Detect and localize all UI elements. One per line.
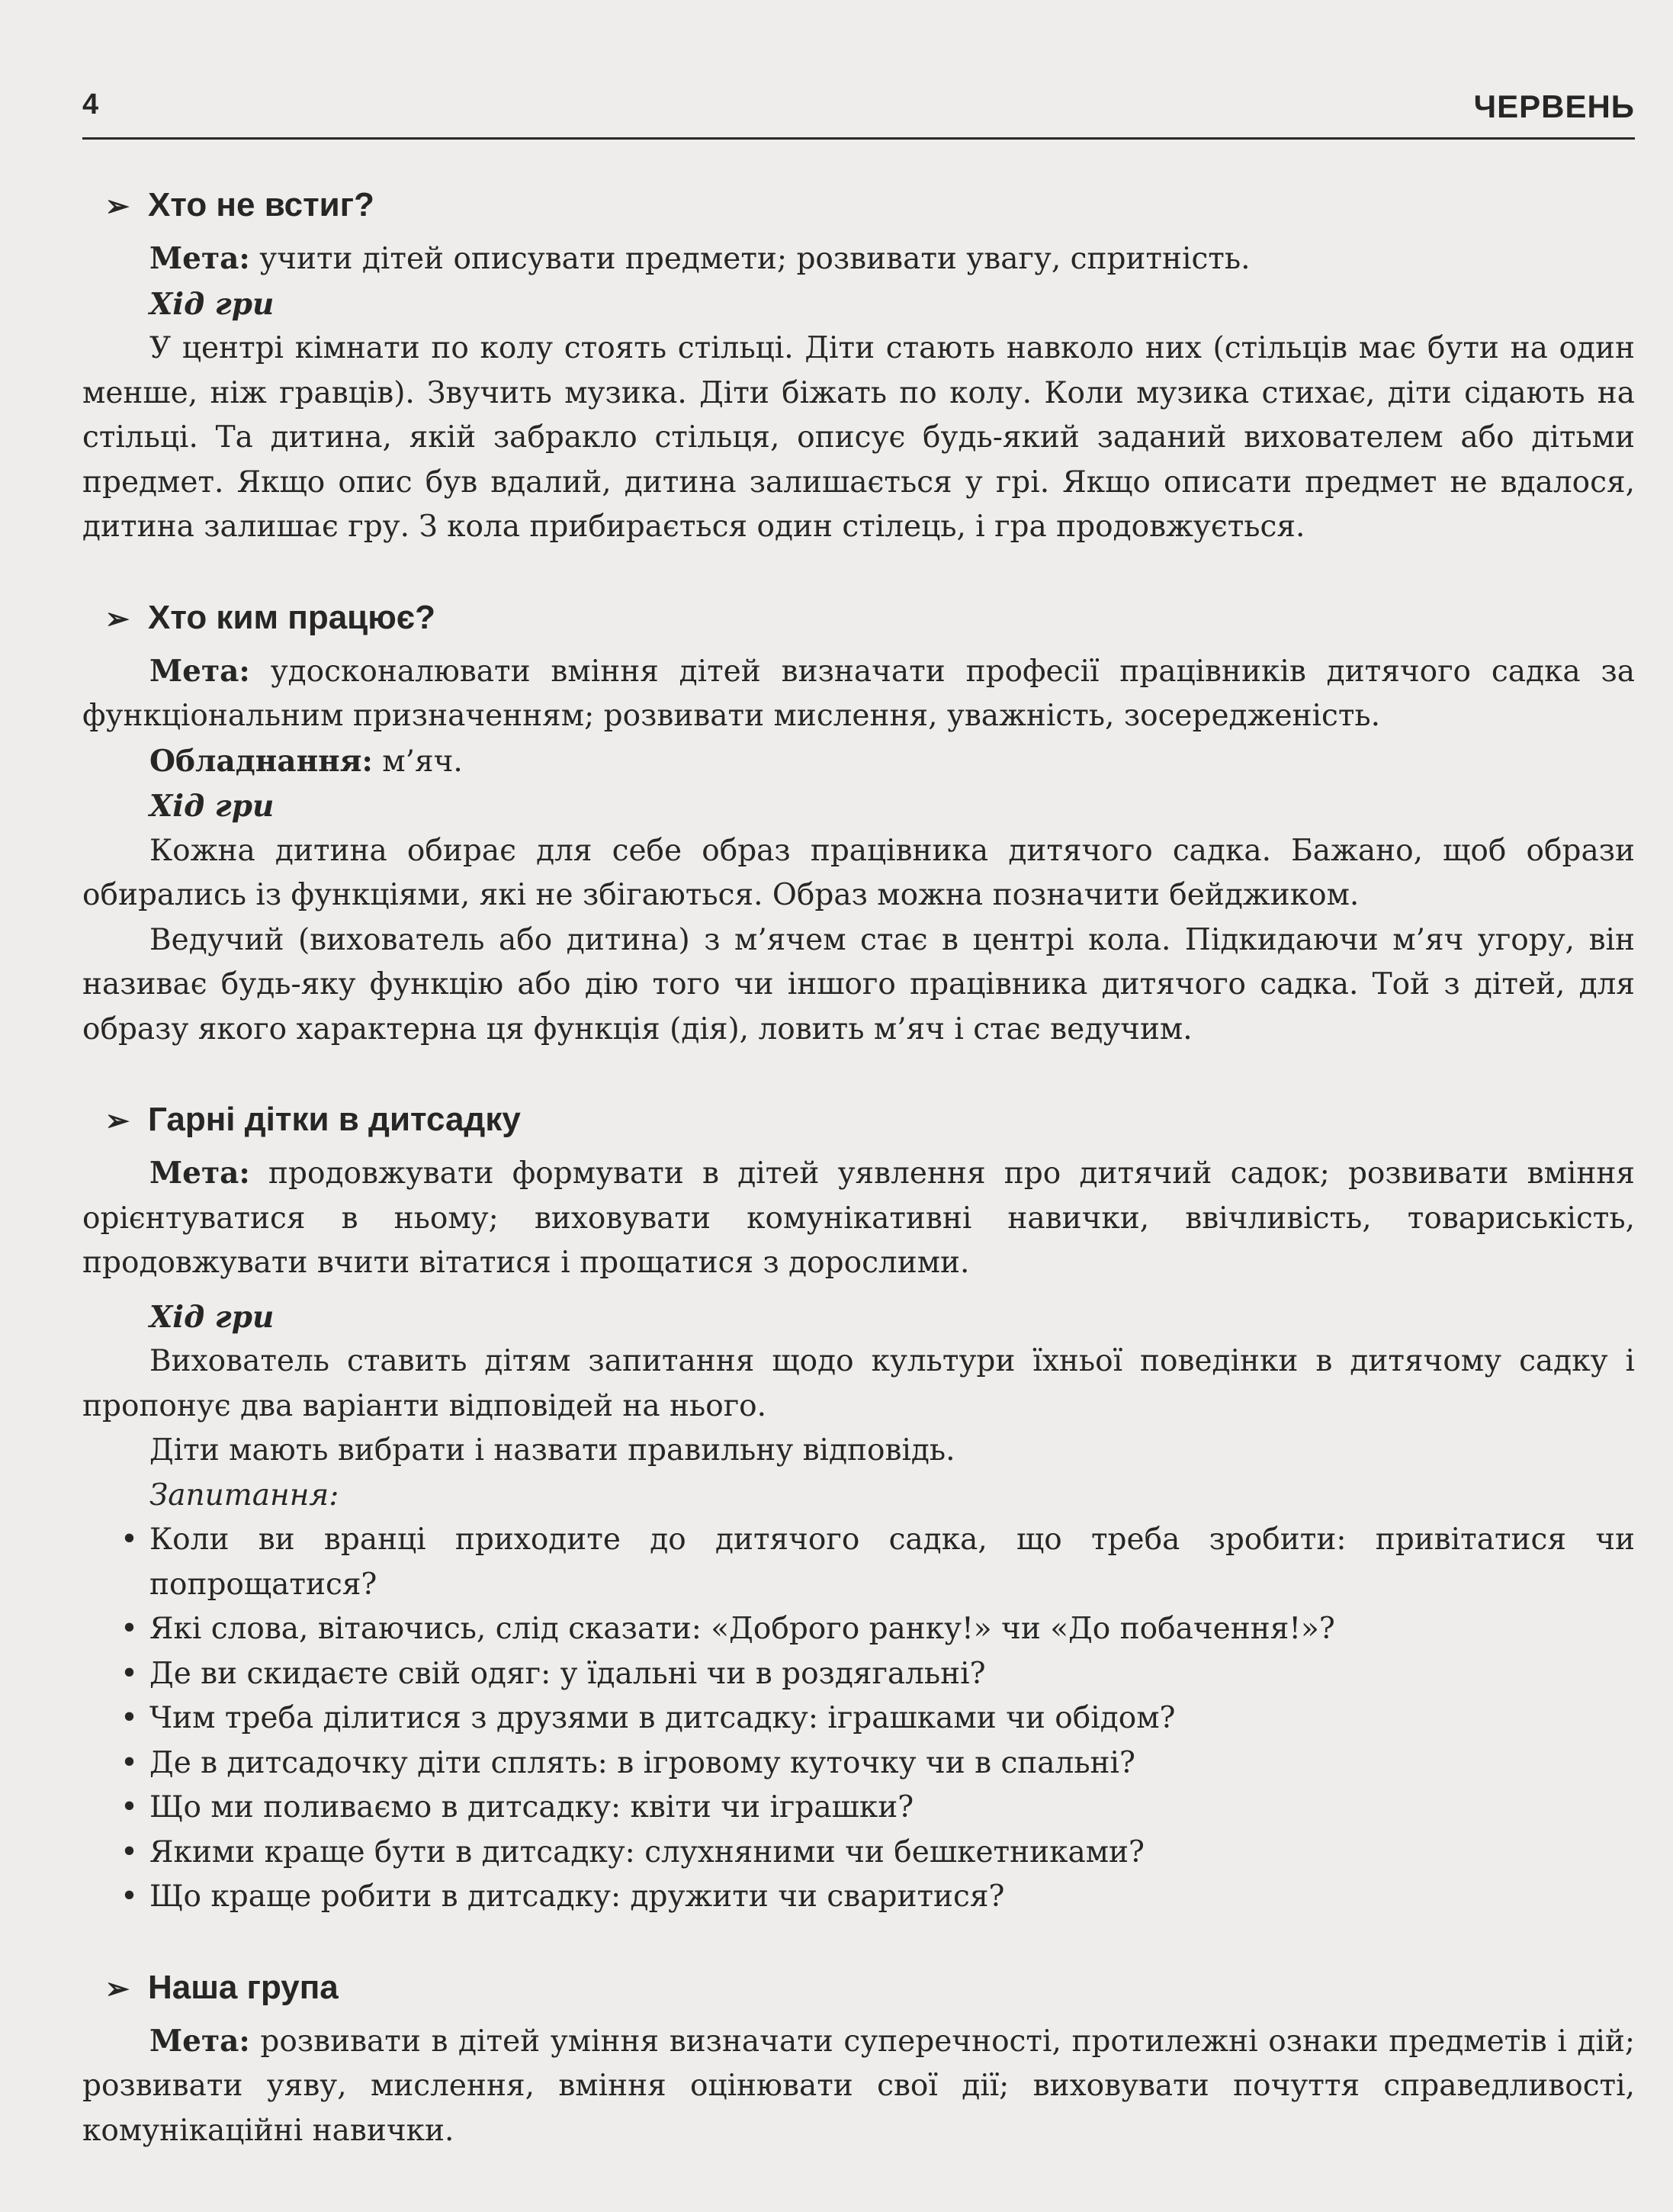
course-heading: Хід гри — [149, 1299, 275, 1335]
list-item: • Чим треба ділитися з друзями в дитсадку: іграшками чи обідом? — [149, 1696, 1635, 1741]
bullet-icon: • — [120, 1612, 139, 1646]
list-item: • Якими краще бути в дитсадку: слухняними чи бешкетниками? — [149, 1831, 1635, 1876]
body-paragraph: У центрі кімнати по колу стоять стільці. Діти стають навколо них (стільців має бути на один менше, ніж гравців). Звучить музика. Діти біжать по колу. Коли музика стихає, діти сідають на стільці. Та дитина, якій забракло стільця, описує будь-який заданий вихователем або дітьми предмет. Якщо опис був вдалий, дитина залишається у грі. Якщо описати предмет не вдалося, дитина залишає гру. З кола прибирається один стілець, і гра продовжується. — [82, 331, 1635, 544]
body-paragraph: Діти мають вибрати і назвати правильну відповідь. — [149, 1433, 955, 1468]
course-heading: Хід гри — [149, 789, 275, 824]
goal-paragraph: Мета: розвивати в дітей уміння визначати суперечності, протилежні ознаки предметів і дій; розвивати уяву, мислення, вміння оцінювати свої дії; виховувати почуття справедливості, комунікаційні навички. — [82, 2023, 1635, 2148]
bullet-icon: • — [120, 1701, 139, 1735]
arrow-bullet-icon: ➢ — [105, 191, 130, 223]
game-title: ➢ Хто не встиг? — [82, 182, 1635, 230]
game-title: ➢ Наша група — [82, 1964, 1635, 2013]
questions-list — [82, 1518, 1635, 1920]
game-section — [82, 1096, 1635, 1920]
body-paragraph: Кожна дитина обирає для себе образ працівника дитячого садка. Бажано, щоб образи обирались із функціями, які не збігаються. Образ можна позначити бейджиком. — [82, 833, 1635, 912]
page-number: 4 — [82, 88, 99, 121]
game-section — [82, 594, 1635, 1053]
questions-heading: Запитання: — [149, 1477, 339, 1513]
arrow-bullet-icon: ➢ — [105, 603, 130, 635]
arrow-bullet-icon: ➢ — [105, 1105, 130, 1137]
body-paragraph: Ведучий (вихователь або дитина) з м’ячем стає в центрі кола. Підкидаючи м’яч угору, він називає будь-яку функцію або дію того чи іншого працівника дитячого садка. Той з дітей, для образу якого характерна ця функція (дія), ловить м’яч і стає ведучим. — [82, 922, 1635, 1047]
bullet-icon: • — [120, 1834, 139, 1870]
running-head: ЧЕРВЕНЬ — [1473, 88, 1635, 124]
list-item: • Що ми поливаємо в дитсадку: квіти чи іграшки? — [149, 1786, 1635, 1831]
list-item: • Де ви скидаєте свій одяг: у їдальні чи в роздягальні? — [149, 1652, 1635, 1697]
body-paragraph: Вихователь ставить дітям запитання щодо культури їхньої поведінки в дитячому садку і пропонує два варіанти відповідей на нього. — [82, 1344, 1635, 1423]
list-item: • Де в дитсадочку діти сплять: в ігровому куточку чи в спальні? — [149, 1741, 1635, 1786]
bullet-icon: • — [120, 1745, 139, 1780]
list-item: • Коли ви вранці приходите до дитячого садка, що треба зробити: привітатися чи попрощатися? — [149, 1518, 1635, 1607]
game-section — [82, 1964, 1635, 2154]
bullet-icon: • — [120, 1790, 139, 1825]
goal-paragraph: Мета: учити дітей описувати предмети; розвивати увагу, спритність. — [149, 241, 1251, 276]
game-section — [82, 182, 1635, 550]
bullet-icon: • — [120, 1656, 139, 1691]
page-content — [82, 182, 1635, 2153]
arrow-bullet-icon: ➢ — [105, 1972, 130, 2005]
page-header — [82, 84, 1635, 140]
goal-paragraph: Мета: продовжувати формувати в дітей уявлення про дитячий садок; розвивати вміння орієнтуватися в ньому; виховувати комунікативні навички, ввічливість, товариськість, продовжувати вчити вітатися і прощатися з дорослими. — [82, 1156, 1635, 1280]
list-item: • Які слова, вітаючись, слід сказати: «Доброго ранку!» чи «До побачення!»? — [149, 1607, 1635, 1652]
bullet-icon: • — [120, 1522, 139, 1557]
list-item: • Що краще робити в дитсадку: дружити чи сваритися? — [149, 1875, 1635, 1920]
course-heading: Хід гри — [149, 286, 275, 322]
game-title: ➢ Гарні дітки в дитсадку — [82, 1096, 1635, 1145]
equipment-paragraph: Обладнання: м’яч. — [149, 743, 463, 779]
bullet-icon: • — [120, 1879, 139, 1914]
goal-paragraph: Мета: удосконалювати вміння дітей визначати професії працівників дитячого садка за функціональним призначенням; розвивати мислення, уважність, зосередженість. — [82, 653, 1635, 733]
game-title: ➢ Хто ким працює? — [82, 594, 1635, 643]
